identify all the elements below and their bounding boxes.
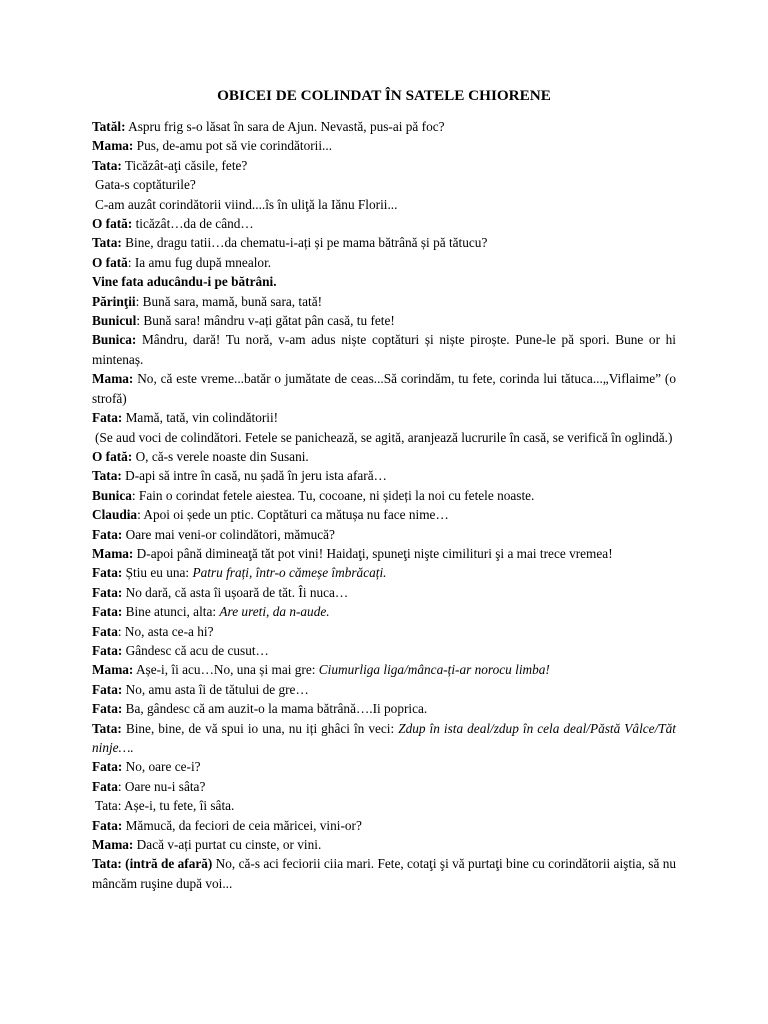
line-text: D-apoi până dimineaţă tăt pot vini! Haidaţi, spuneţi nişte cimilituri şi a mai trece vremea! <box>133 545 613 561</box>
riddle-text: Zdup în ista deal/zdup în cela deal/Păstă Vâlce/Tăt ninje…. <box>92 720 676 755</box>
line-text: Mândru, dară! Tu noră, v-am adus niște coptături și niște piroște. Pune-le pă spori. Bune or hi mintenaș. <box>92 332 676 367</box>
speaker-label: Mama: <box>92 138 134 154</box>
riddle-text: Are ureti, da n-aude. <box>219 604 330 620</box>
dialogue-line <box>92 505 676 524</box>
line-text: Mămucă, da feciori de ceia măricei, vini-or? <box>122 817 362 833</box>
line-text: : Apoi oi șede un ptic. Coptături ca mătușa nu face nime… <box>137 507 449 523</box>
speaker-label: Fata: <box>92 410 123 426</box>
line-text: C-am auzât corindătorii viind....îs în uliţă la Iănu Florii... <box>95 196 398 212</box>
line-text: : Oare nu-i sâta? <box>117 778 206 794</box>
line-text: ticăzât…da de când… <box>132 216 254 232</box>
speaker-label: Fata: <box>92 565 123 581</box>
dialogue-body <box>92 117 676 893</box>
speaker-label: Fata: <box>92 642 123 658</box>
dialogue-line <box>92 214 676 233</box>
line-text: Știu eu una: <box>122 565 193 581</box>
speaker-label: Mama: <box>92 371 134 387</box>
speaker-label: Fata <box>92 623 118 639</box>
dialogue-line <box>92 175 676 194</box>
line-text: Dacă v-ați purtat cu cinste, or vini. <box>133 837 322 853</box>
dialogue-line <box>92 292 676 311</box>
line-text: Oare mai veni-or colindători, mămucă? <box>122 526 335 542</box>
speaker-label: Claudia <box>92 507 138 523</box>
line-text: : Fain o corindat fetele aiestea. Tu, cocoane, ni șideți la noi cu fetele noaste. <box>131 487 535 503</box>
dialogue-line <box>92 816 676 835</box>
speaker-label: Mama: <box>92 837 134 853</box>
dialogue-line <box>92 330 676 369</box>
line-text: Aspru frig s-o lăsat în sara de Ajun. Nevastă, pus-ai pă foc? <box>125 119 445 134</box>
line-text: No, că-s aci feciorii ciia mari. Fete, cotaţi şi vă purtaţi bine cu corindătorii aiştia, să nu mâncăm ruşine după voi... <box>92 856 676 891</box>
speaker-label: O fată: <box>92 216 133 232</box>
dialogue-line <box>92 233 676 252</box>
line-text: : Ia amu fug după mnealor. <box>127 254 272 270</box>
document-page <box>92 86 676 893</box>
speaker-label: Bunica <box>92 487 132 503</box>
line-text: Ticăzât-aţi căsile, fete? <box>121 157 248 173</box>
dialogue-line <box>92 447 676 466</box>
speaker-label: Fata: <box>92 584 123 600</box>
line-text: Ba, gândesc că am auzit-o la mama bătrână….Ii poprica. <box>122 701 428 717</box>
dialogue-line <box>92 777 676 796</box>
speaker-label: Vine fata aducându-i pe bătrâni. <box>92 274 277 290</box>
line-text: Bine, dragu tatii…da chematu-i-ați și pe mama bătrână și pă tătucu? <box>121 235 488 251</box>
speaker-label: Fata: <box>92 526 123 542</box>
dialogue-line <box>92 156 676 175</box>
speaker-label: Bunica: <box>92 332 137 348</box>
dialogue-line <box>92 699 676 718</box>
line-text: Bine, bine, de vă spui io una, nu iți ghâci în veci: <box>121 720 399 736</box>
dialogue-line <box>92 796 676 815</box>
speaker-label: O fată: <box>92 448 133 464</box>
line-text: No, că este vreme...batăr o jumătate de ceas...Să corindăm, tu fete, corinda lui tătuca...„Viflaime” (o strofă) <box>92 371 676 406</box>
dialogue-line <box>92 408 676 427</box>
line-text: : Bună sara, mamă, bună sara, tată! <box>135 293 323 309</box>
dialogue-line <box>92 544 676 563</box>
dialogue-line <box>92 563 676 582</box>
document-title: OBICEI DE COLINDAT ÎN SATELE CHIORENE <box>217 87 551 104</box>
speaker-label: Fata: <box>92 759 123 775</box>
dialogue-line <box>92 272 676 291</box>
dialogue-line <box>92 369 676 408</box>
speaker-label: Tata: <box>92 468 122 484</box>
speaker-label: Bunicul <box>92 313 137 329</box>
speaker-label: Tata: <box>92 235 122 251</box>
line-text: No dară, că asta îi ușoară de tăt. Îi nuca… <box>122 584 349 600</box>
speaker-label: Fata: <box>92 817 123 833</box>
line-text: O, că-s verele noaste din Susani. <box>132 448 309 464</box>
dialogue-line <box>92 311 676 330</box>
dialogue-line <box>92 680 676 699</box>
line-text: Mamă, tată, vin colindătorii! <box>122 410 279 426</box>
riddle-text: Patru frați, într-o cămeșe îmbrăcați. <box>192 565 387 581</box>
dialogue-line <box>92 602 676 621</box>
line-text: Gândesc că acu de cusut… <box>122 642 269 658</box>
dialogue-line <box>92 136 676 155</box>
line-text: No, amu asta îi de tătului de gre… <box>122 681 309 697</box>
line-text: Bine atunci, alta: <box>122 604 220 620</box>
speaker-label: Părinţii <box>92 293 136 309</box>
dialogue-line <box>92 428 676 447</box>
dialogue-line <box>92 525 676 544</box>
speaker-label: Fata: <box>92 681 123 697</box>
dialogue-line <box>92 622 676 641</box>
dialogue-line <box>92 719 676 758</box>
speaker-label: Mama: <box>92 662 134 678</box>
dialogue-line <box>92 641 676 660</box>
riddle-text: Ciumurliga liga/mânca-ți-ar norocu limba! <box>318 662 550 678</box>
line-text: No, oare ce-i? <box>122 759 201 775</box>
speaker-label: Mama: <box>92 545 134 561</box>
speaker-label: Tatăl: <box>92 119 126 134</box>
speaker-label: Tata: (intră de afară) <box>92 856 213 872</box>
speaker-label: Fata: <box>92 701 123 717</box>
line-text: Așe-i, îi acu…No, una și mai gre: <box>133 662 319 678</box>
dialogue-line <box>92 835 676 854</box>
speaker-label: Tata: <box>92 720 122 736</box>
speaker-label: Tata: <box>92 157 122 173</box>
dialogue-line <box>92 195 676 214</box>
line-text: Gata-s coptăturile? <box>95 177 196 193</box>
speaker-label: Fata <box>92 778 118 794</box>
speaker-label: O fată <box>92 254 128 270</box>
dialogue-line <box>92 854 676 893</box>
dialogue-line <box>92 117 676 136</box>
speaker-label: Fata: <box>92 604 123 620</box>
line-text: Tata: Așe-i, tu fete, îi sâta. <box>95 798 235 814</box>
line-text: (Se aud voci de colindători. Fetele se panichează, se agită, aranjează lucrurile în casă, se verifică în oglindă.) <box>95 429 673 445</box>
line-text: D-api să intre în casă, nu șadă în jeru ista afară… <box>121 468 387 484</box>
line-text: : Bună sara! mândru v-ați gătat pân casă, tu fete! <box>136 313 395 329</box>
line-text: : No, asta ce-a hi? <box>117 623 214 639</box>
dialogue-line <box>92 253 676 272</box>
dialogue-line <box>92 583 676 602</box>
dialogue-line <box>92 486 676 505</box>
dialogue-line <box>92 660 676 679</box>
dialogue-line <box>92 466 676 485</box>
line-text: Pus, de-amu pot să vie corindătorii... <box>133 138 333 154</box>
dialogue-line <box>92 757 676 776</box>
